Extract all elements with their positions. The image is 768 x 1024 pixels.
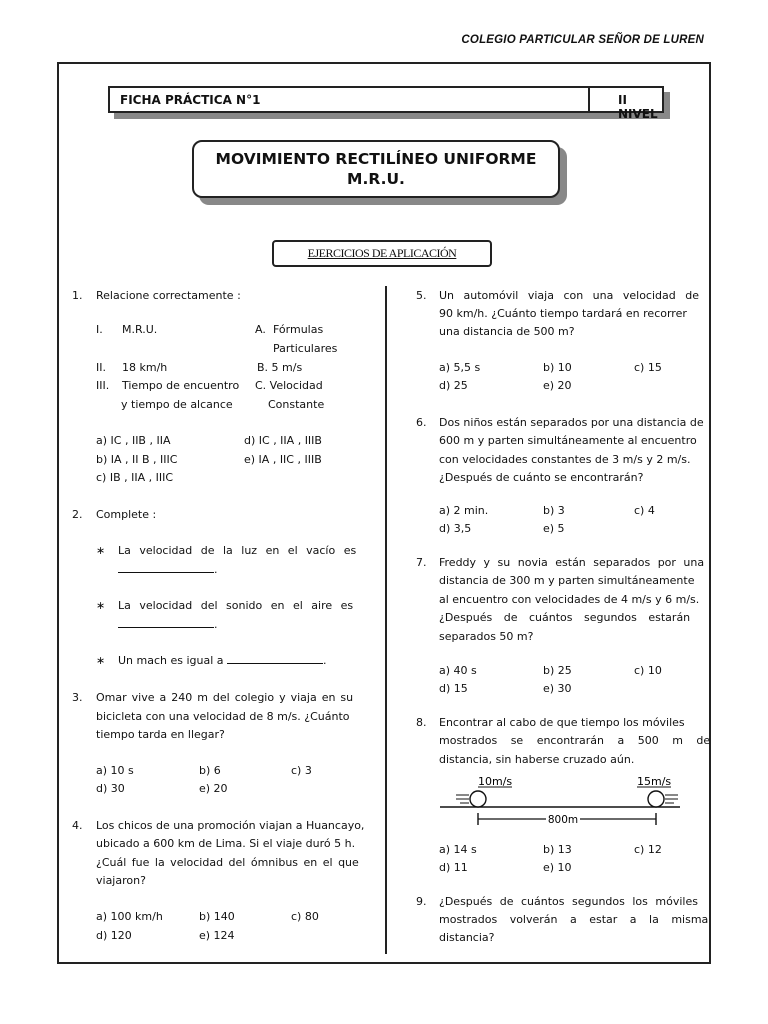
- q5-option: c) 15: [634, 361, 662, 374]
- q7-option: a) 40 s: [439, 664, 477, 677]
- column-divider: [385, 286, 387, 954]
- q2-item-end: .: [214, 563, 218, 576]
- q1-option: d) IC , IIA , IIIB: [244, 434, 322, 447]
- q9-line: distancia?: [439, 931, 495, 944]
- q7-option: b) 25: [543, 664, 572, 677]
- title-line2: M.R.U.: [347, 170, 405, 188]
- speed-lines-icon: [456, 795, 469, 803]
- q5-option: e) 20: [543, 379, 572, 392]
- q1-right-item: Constante: [268, 398, 325, 411]
- q5-number: 5.: [416, 289, 427, 302]
- q9-line: mostrados volverán a estar a la misma: [439, 913, 709, 926]
- fill-blank: [118, 561, 214, 573]
- q1-left-item: 18 km/h: [122, 361, 168, 374]
- q5-option: b) 10: [543, 361, 572, 374]
- q7-line: Freddy y su novia están separados por una: [439, 556, 705, 569]
- q1-option: c) IB , IIA , IIIC: [96, 471, 174, 484]
- q6-line: Dos niños están separados por una distancia de: [439, 416, 704, 429]
- q1-number: 1.: [72, 289, 83, 302]
- q5-option: a) 5,5 s: [439, 361, 481, 374]
- q7-line: distancia de 300 m y parten simultáneamente: [439, 574, 695, 587]
- q1-right-item: Fórmulas: [273, 323, 324, 336]
- q8-option: c) 12: [634, 843, 662, 856]
- q2-item-text: Un mach es igual a: [118, 654, 224, 667]
- q5-line: 90 km/h. ¿Cuánto tiempo tardará en recorrer: [439, 307, 687, 320]
- q2-number: 2.: [72, 508, 83, 521]
- velocity-label-right: 15m/s: [637, 775, 672, 788]
- q3-line: bicicleta con una velocidad de 8 m/s. ¿Cuánto: [96, 710, 350, 723]
- q1-right-item: B. 5 m/s: [257, 361, 303, 374]
- distance-label: 800m: [547, 814, 579, 826]
- q7-option: d) 15: [439, 682, 468, 695]
- q1-left-roman: II.: [96, 361, 106, 374]
- speed-lines-icon: [665, 795, 678, 803]
- q6-option: d) 3,5: [439, 522, 472, 535]
- q6-line: con velocidades constantes de 3 m/s y 2 m/s.: [439, 453, 691, 466]
- fill-blank: [227, 652, 323, 664]
- q7-line: separados 50 m?: [439, 630, 534, 643]
- q6-option: a) 2 min.: [439, 504, 489, 517]
- q5-line: Un automóvil viaja con una velocidad de: [439, 289, 699, 302]
- title-box: [192, 140, 560, 198]
- q4-line: Los chicos de una promoción viajan a Huancayo,: [96, 819, 365, 832]
- school-header: COLEGIO PARTICULAR SEÑOR DE LUREN: [461, 34, 704, 46]
- q3-option: c) 3: [291, 764, 312, 777]
- q1-option: b) IA , II B , IIIC: [96, 453, 178, 466]
- q8-option: b) 13: [543, 843, 572, 856]
- q1-option: e) IA , IIC , IIIB: [244, 453, 322, 466]
- q1-left-item: M.R.U.: [122, 323, 158, 336]
- q3-line: tiempo tarda en llegar?: [96, 728, 225, 741]
- q1-right-letter: A.: [255, 323, 266, 336]
- q4-option: a) 100 km/h: [96, 910, 163, 923]
- q3-option: e) 20: [199, 782, 228, 795]
- q6-line: ¿Después de cuánto se encontrarán?: [439, 471, 644, 484]
- q7-line: ¿Después de cuántos segundos estarán: [439, 611, 691, 624]
- q4-line: viajaron?: [96, 874, 146, 887]
- ficha-divider: [588, 88, 590, 111]
- q8-option: e) 10: [543, 861, 572, 874]
- q8-number: 8.: [416, 716, 427, 729]
- q1-right-item: Particulares: [273, 342, 338, 355]
- q8-line: distancia, sin haberse cruzado aún.: [439, 753, 635, 766]
- q4-option: d) 120: [96, 929, 132, 942]
- q7-line: al encuentro con velocidades de 4 m/s y 6 m/s.: [439, 593, 700, 606]
- q6-number: 6.: [416, 416, 427, 429]
- bullet: ∗: [96, 599, 106, 612]
- q1-option: a) IC , IIB , IIA: [96, 434, 171, 447]
- q1-right-item: C. Velocidad: [255, 379, 323, 392]
- motion-diagram: [440, 770, 690, 830]
- q6-option: b) 3: [543, 504, 565, 517]
- q2-item-end: .: [214, 618, 218, 631]
- mobile-right-icon: [648, 791, 664, 807]
- q2-item-text: La velocidad de la luz en el vacío es: [118, 544, 357, 557]
- bullet: ∗: [96, 544, 106, 557]
- q4-number: 4.: [72, 819, 83, 832]
- q3-option: b) 6: [199, 764, 221, 777]
- q4-option: c) 80: [291, 910, 319, 923]
- q3-line: Omar vive a 240 m del colegio y viaja en su: [96, 691, 354, 704]
- q3-option: a) 10 s: [96, 764, 134, 777]
- q1-left-roman: III.: [96, 379, 110, 392]
- q5-line: una distancia de 500 m?: [439, 325, 575, 338]
- ficha-banner: [108, 86, 664, 121]
- q7-option: e) 30: [543, 682, 572, 695]
- title-line1: MOVIMIENTO RECTILÍNEO UNIFORME: [215, 150, 537, 168]
- q8-option: d) 11: [439, 861, 468, 874]
- q1-left-item: y tiempo de alcance: [121, 398, 233, 411]
- velocity-label-left: 10m/s: [478, 775, 513, 788]
- q1-left-item: Tiempo de encuentro: [122, 379, 240, 392]
- q7-option: c) 10: [634, 664, 662, 677]
- q6-option: c) 4: [634, 504, 655, 517]
- level-label: II NIVEL: [618, 93, 658, 121]
- q4-line: ¿Cuál fue la velocidad del ómnibus en el que: [96, 856, 359, 869]
- q6-option: e) 5: [543, 522, 565, 535]
- q6-line: 600 m y parten simultáneamente al encuentro: [439, 434, 697, 447]
- q8-line: Encontrar al cabo de que tiempo los móviles: [439, 716, 685, 729]
- q1-text: Relacione correctamente :: [96, 289, 241, 302]
- q8-line: mostrados se encontrarán a 500 m de: [439, 734, 711, 747]
- q4-option: e) 124: [199, 929, 235, 942]
- q1-left-roman: I.: [96, 323, 103, 336]
- q3-number: 3.: [72, 691, 83, 704]
- fill-blank: [118, 616, 214, 628]
- mobile-left-icon: [470, 791, 486, 807]
- q7-number: 7.: [416, 556, 427, 569]
- q2-text: Complete :: [96, 508, 157, 521]
- q2-item-end: .: [323, 654, 327, 667]
- q8-option: a) 14 s: [439, 843, 477, 856]
- bullet: ∗: [96, 654, 106, 667]
- q4-line: ubicado a 600 km de Lima. Si el viaje duró 5 h.: [96, 837, 356, 850]
- q9-number: 9.: [416, 895, 427, 908]
- q9-line: ¿Después de cuántos segundos los móviles: [439, 895, 698, 908]
- q5-option: d) 25: [439, 379, 468, 392]
- q2-item-text: La velocidad del sonido en el aire es: [118, 599, 354, 612]
- q4-option: b) 140: [199, 910, 235, 923]
- section-heading: EJERCICIOS DE APLICACIÓN: [272, 240, 492, 267]
- ficha-label: FICHA PRÁCTICA N°1: [120, 93, 261, 107]
- q3-option: d) 30: [96, 782, 125, 795]
